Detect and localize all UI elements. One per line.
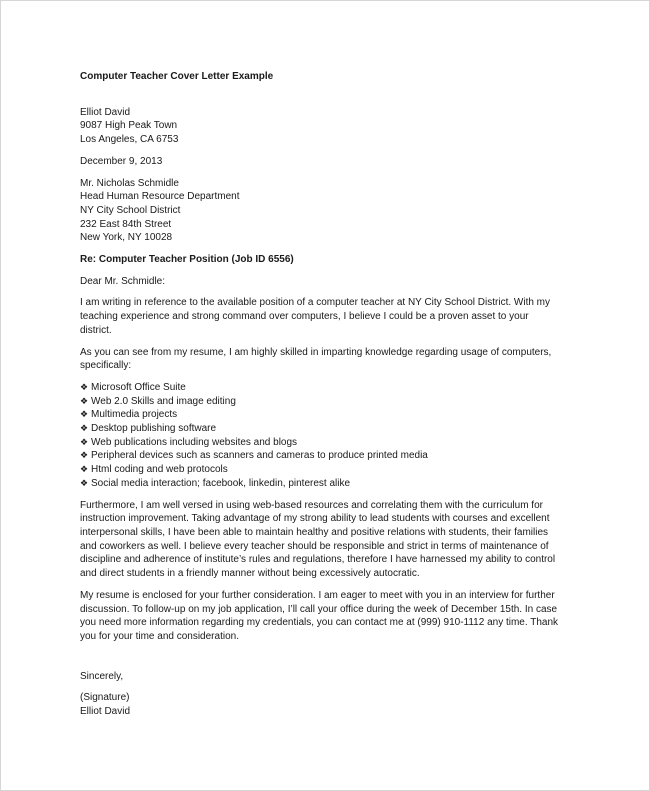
skill-text: Multimedia projects (91, 409, 178, 421)
paragraph-line: interpersonal skills, I have been able to maintain healthy and positive relations with students, their families (80, 526, 549, 538)
paragraph-skills-intro (80, 346, 570, 373)
signer-name: Elliot David (80, 706, 131, 718)
paragraph-line: instruction improvement. Taking advantage of my strong ability to lead students with courses and excellent (80, 513, 550, 525)
recipient-street: 232 East 84th Street (80, 218, 172, 230)
diamond-bullet-icon: ❖ (80, 381, 89, 392)
document-title: Computer Teacher Cover Letter Example (80, 71, 274, 82)
diamond-bullet-icon: ❖ (80, 409, 89, 420)
paragraph-line: discussion. To follow-up on my job application, I’ll call your office during the week of December 15th. In case (80, 603, 558, 615)
salutation: Dear Mr. Schmidle: (80, 275, 166, 287)
sender-name: Elliot David (80, 106, 131, 118)
signature: (Signature) (80, 692, 130, 704)
paragraph-line: discipline and adherence of institute’s rules and regulations, therefore I have harnessed my ability to control (80, 554, 556, 566)
paragraph-intro (80, 296, 570, 337)
recipient-organization: NY City School District (80, 204, 181, 216)
paragraph-line: As you can see from my resume, I am highly skilled in imparting knowledge regarding usage of computers, (80, 346, 552, 358)
skills-list (80, 381, 570, 491)
recipient-name: Mr. Nicholas Schmidle (80, 177, 179, 189)
list-item (80, 408, 570, 422)
spacer (80, 652, 570, 670)
diamond-bullet-icon: ❖ (80, 436, 89, 447)
skill-text: Web 2.0 Skills and image editing (91, 395, 236, 407)
sender-city: Los Angeles, CA 6753 (80, 134, 179, 146)
paragraph-qualifications (80, 499, 570, 581)
skill-text: Social media interaction; facebook, linkedin, pinterest alike (91, 477, 351, 489)
paragraph-line: district. (80, 324, 112, 336)
skill-text: Web publications including websites and blogs (91, 436, 298, 448)
paragraph-line: you for your time and consideration. (80, 630, 239, 642)
letter-body (80, 70, 570, 727)
signature-block (80, 691, 570, 718)
paragraph-line: specifically: (80, 360, 132, 372)
sender-address (80, 106, 570, 147)
paragraph-line: I am writing in reference to the available position of a computer teacher at NY City School District. With my (80, 297, 551, 309)
list-item (80, 381, 570, 395)
paragraph-line: My resume is enclosed for your further consideration. I am eager to meet with you in an interview for further (80, 589, 555, 601)
list-item (80, 422, 570, 436)
list-item (80, 395, 570, 409)
paragraph-closing (80, 589, 570, 644)
paragraph-line: Furthermore, I am well versed in using web-based resources and correlating them with the curriculum for (80, 499, 543, 511)
date-text: December 9, 2013 (80, 155, 163, 167)
list-item (80, 463, 570, 477)
list-item (80, 436, 570, 450)
paragraph-line: and coworkers as well. I believe every teacher should be responsible and strict in terms of maintenance of (80, 540, 549, 552)
list-item (80, 477, 570, 491)
diamond-bullet-icon: ❖ (80, 395, 89, 406)
skill-text: Desktop publishing software (91, 423, 217, 435)
paragraph-line: and direct students in a friendly manner without being excessively autocratic. (80, 568, 420, 580)
list-item (80, 449, 570, 463)
subject-line: Re: Computer Teacher Position (Job ID 6556) (80, 254, 294, 266)
skill-text: Microsoft Office Suite (91, 381, 186, 393)
closing: Sincerely, (80, 670, 124, 682)
paragraph-line: teaching experience and strong command over computers, I believe I could be a proven asset to your (80, 311, 529, 323)
diamond-bullet-icon: ❖ (80, 464, 89, 475)
recipient-city: New York, NY 10028 (80, 232, 173, 244)
paragraph-line: you need more information regarding my credentials, you can contact me at (999) 910-1112 any time. Thank (80, 617, 559, 629)
letter-date (80, 155, 570, 169)
diamond-bullet-icon: ❖ (80, 477, 89, 488)
skill-text: Peripheral devices such as scanners and cameras to produce printed media (91, 450, 428, 462)
sender-street: 9087 High Peak Town (80, 120, 178, 132)
diamond-bullet-icon: ❖ (80, 450, 89, 461)
skill-text: Html coding and web protocols (91, 464, 228, 476)
recipient-title: Head Human Resource Department (80, 191, 240, 203)
recipient-address (80, 177, 570, 246)
diamond-bullet-icon: ❖ (80, 423, 89, 434)
